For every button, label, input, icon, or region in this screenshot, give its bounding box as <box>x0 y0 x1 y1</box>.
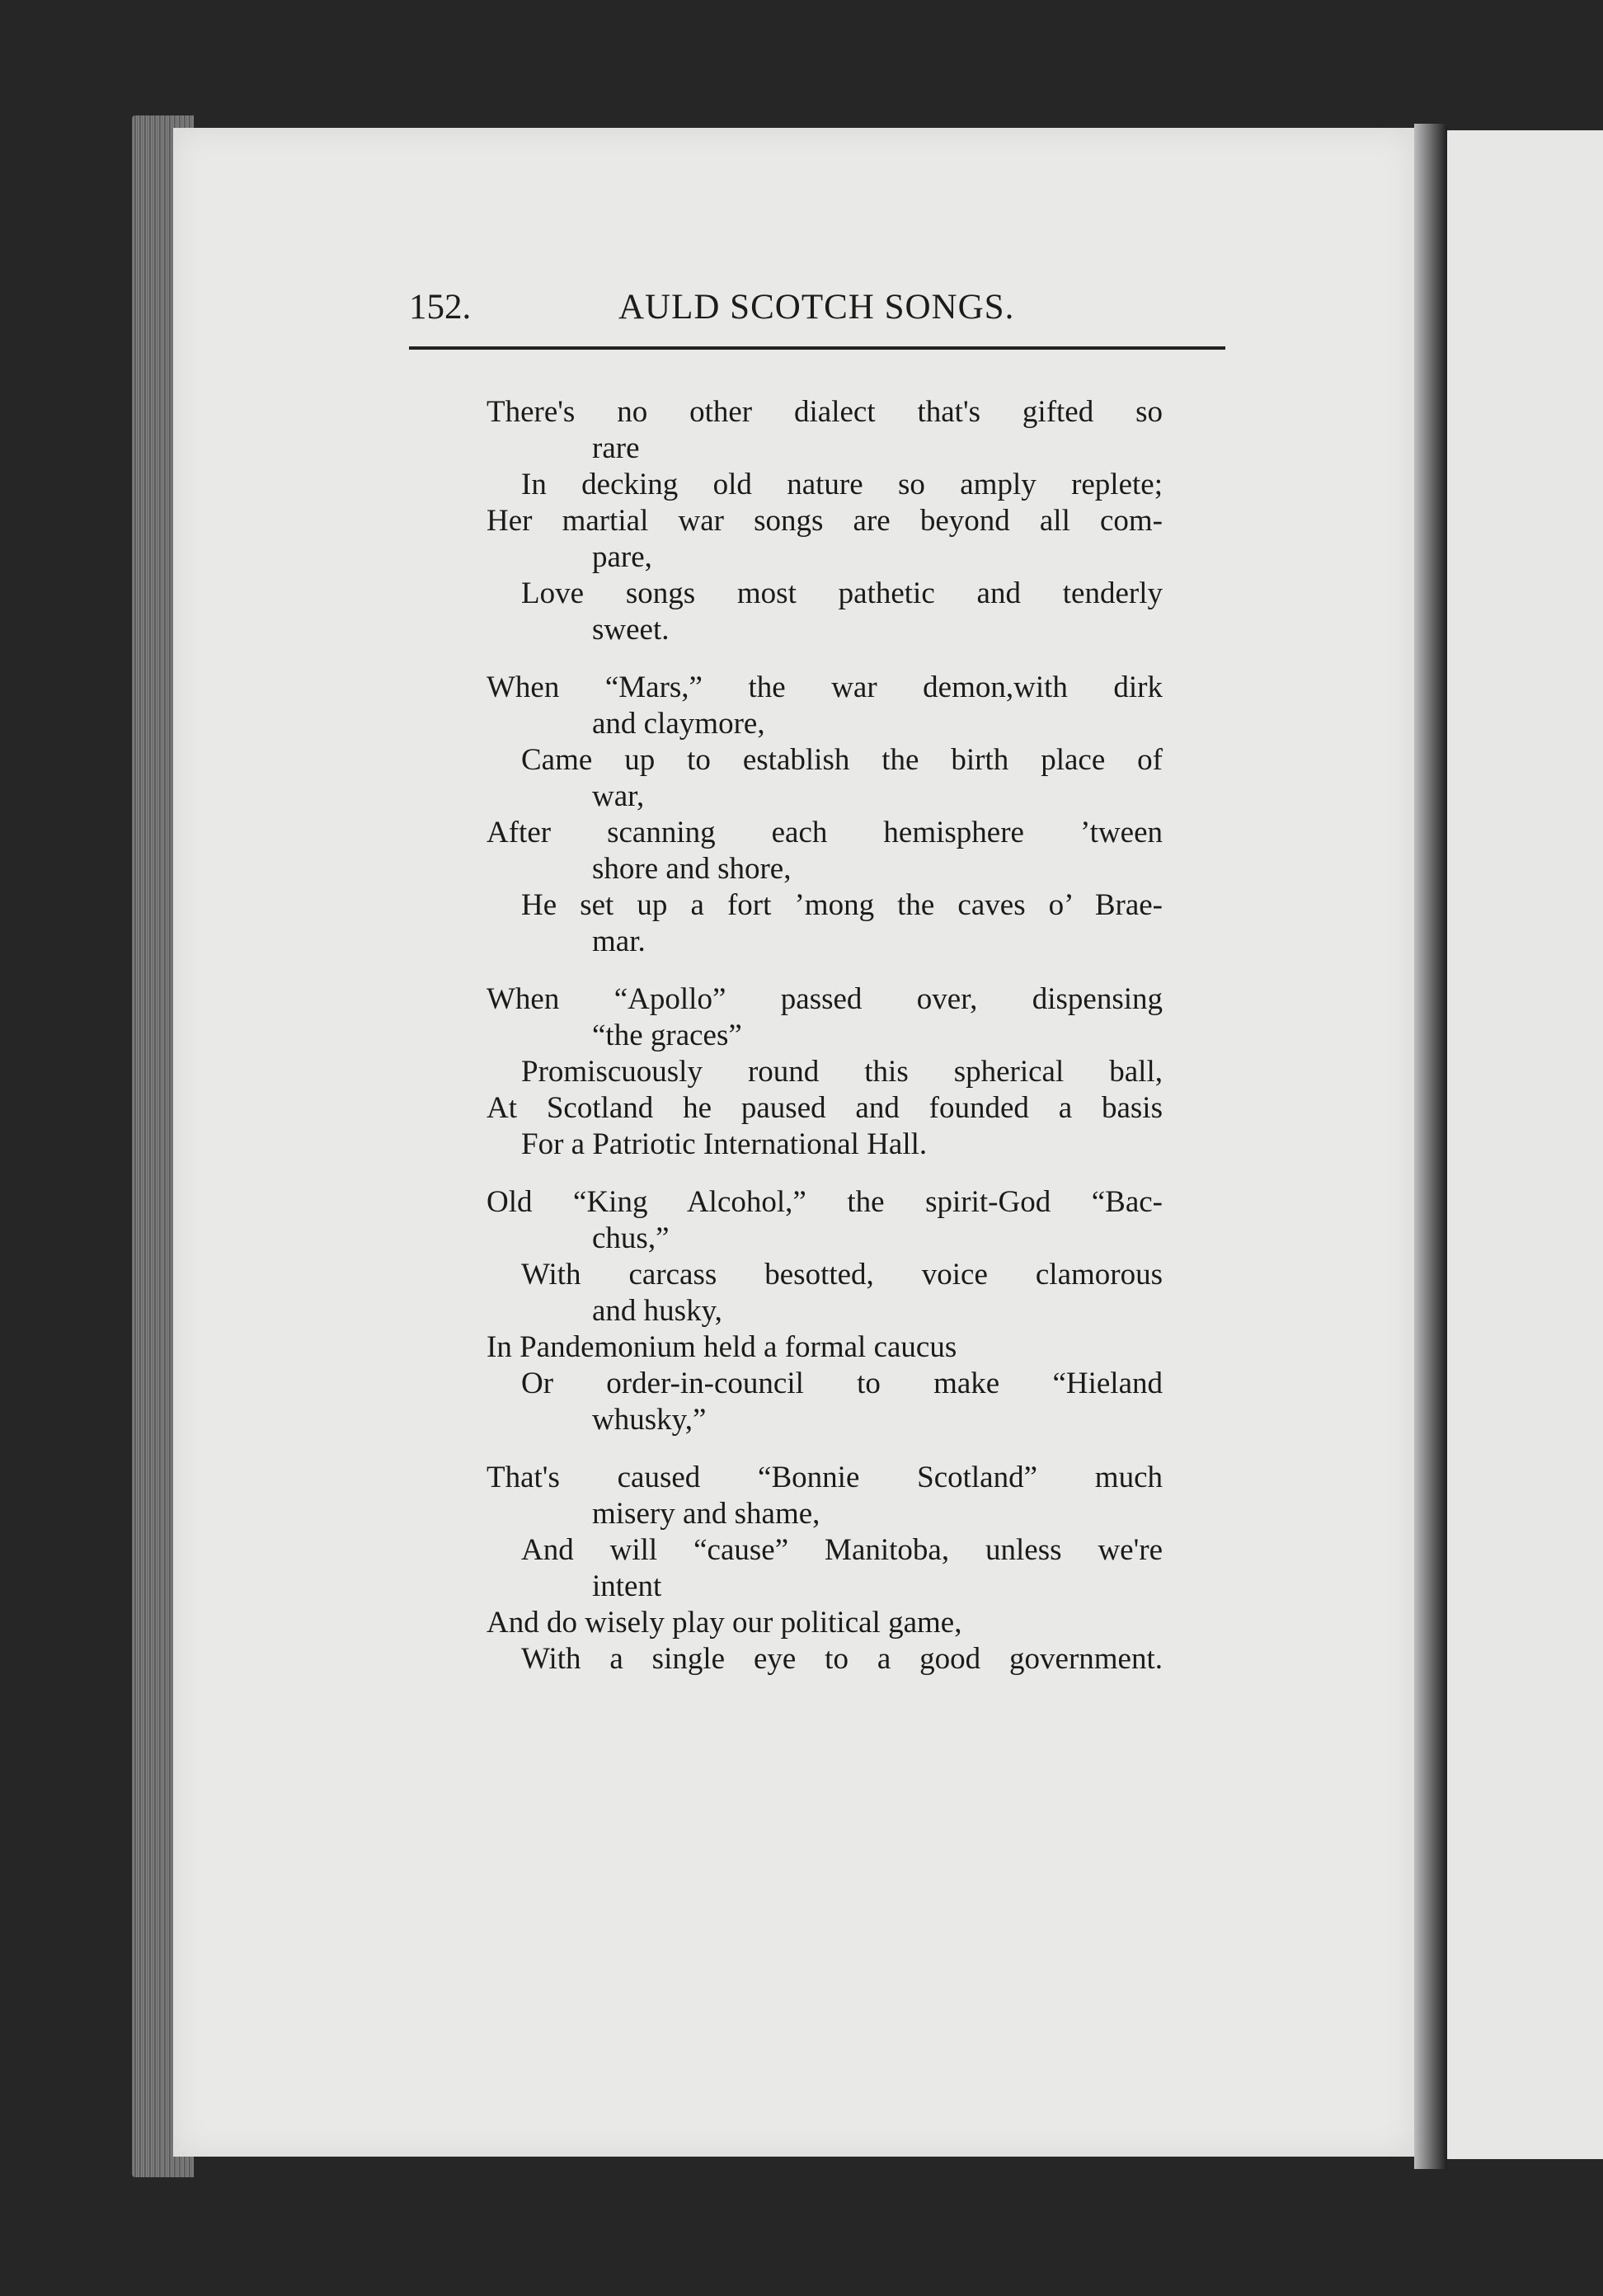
poem-line: Old “King Alcohol,” the spirit-God “Bac- <box>487 1185 1163 1219</box>
poem-line: Promiscuously round this spherical ball, <box>521 1055 1163 1089</box>
poem-line: shore and shore, <box>592 852 792 886</box>
poem-line: There's no other dialect that's gifted so <box>487 395 1163 429</box>
poem-line: That's caused “Bonnie Scotland” much <box>487 1461 1163 1494</box>
stanza <box>487 1184 1163 1438</box>
poem-line: whusky,” <box>592 1403 707 1437</box>
poem-line: When “Mars,” the war demon,with dirk <box>487 670 1163 704</box>
facing-page <box>1447 130 1603 2159</box>
poem-line: At Scotland he paused and founded a basis <box>487 1091 1163 1125</box>
running-title: AULD SCOTCH SONGS. <box>618 288 1015 327</box>
poem-line: And do wisely play our political game, <box>487 1606 962 1640</box>
running-header <box>409 287 1225 345</box>
poem-line: And will “cause” Manitoba, unless we're <box>521 1533 1163 1567</box>
poem-line: misery and shame, <box>592 1497 820 1531</box>
poem-line: After scanning each hemisphere ’tween <box>487 816 1163 849</box>
poem-line: sweet. <box>592 613 670 647</box>
poem-line: and husky, <box>592 1294 722 1328</box>
poem-body <box>487 394 1163 1699</box>
stanza <box>487 981 1163 1163</box>
stanza <box>487 1460 1163 1677</box>
poem-line: “the graces” <box>592 1019 742 1052</box>
poem-line: He set up a fort ’mong the caves o’ Brae- <box>521 888 1163 922</box>
poem-line: With a single eye to a good government. <box>521 1642 1163 1676</box>
stanza <box>487 670 1163 960</box>
poem-line: In decking old nature so amply replete; <box>521 468 1163 501</box>
stanza <box>487 394 1163 648</box>
poem-line: mar. <box>592 925 646 958</box>
poem-line: rare <box>592 431 640 465</box>
poem-line: Her martial war songs are beyond all com- <box>487 504 1163 538</box>
poem-line: When “Apollo” passed over, dispensing <box>487 982 1163 1016</box>
book-gutter <box>1414 124 1447 2169</box>
poem-line: With carcass besotted, voice clamorous <box>521 1258 1163 1292</box>
poem-line: Or order-in-council to make “Hieland <box>521 1367 1163 1400</box>
poem-line: For a Patriotic International Hall. <box>521 1127 928 1161</box>
header-rule <box>409 346 1225 350</box>
poem-line: chus,” <box>592 1221 670 1255</box>
poem-line: and claymore, <box>592 707 765 741</box>
poem-line: In Pandemonium held a formal caucus <box>487 1330 957 1364</box>
poem-line: pare, <box>592 540 652 574</box>
page-number: 152. <box>409 288 472 327</box>
poem-line: intent <box>592 1569 662 1603</box>
poem-line: Came up to establish the birth place of <box>521 743 1163 777</box>
poem-line: Love songs most pathetic and tenderly <box>521 576 1163 610</box>
poem-line: war, <box>592 779 645 813</box>
